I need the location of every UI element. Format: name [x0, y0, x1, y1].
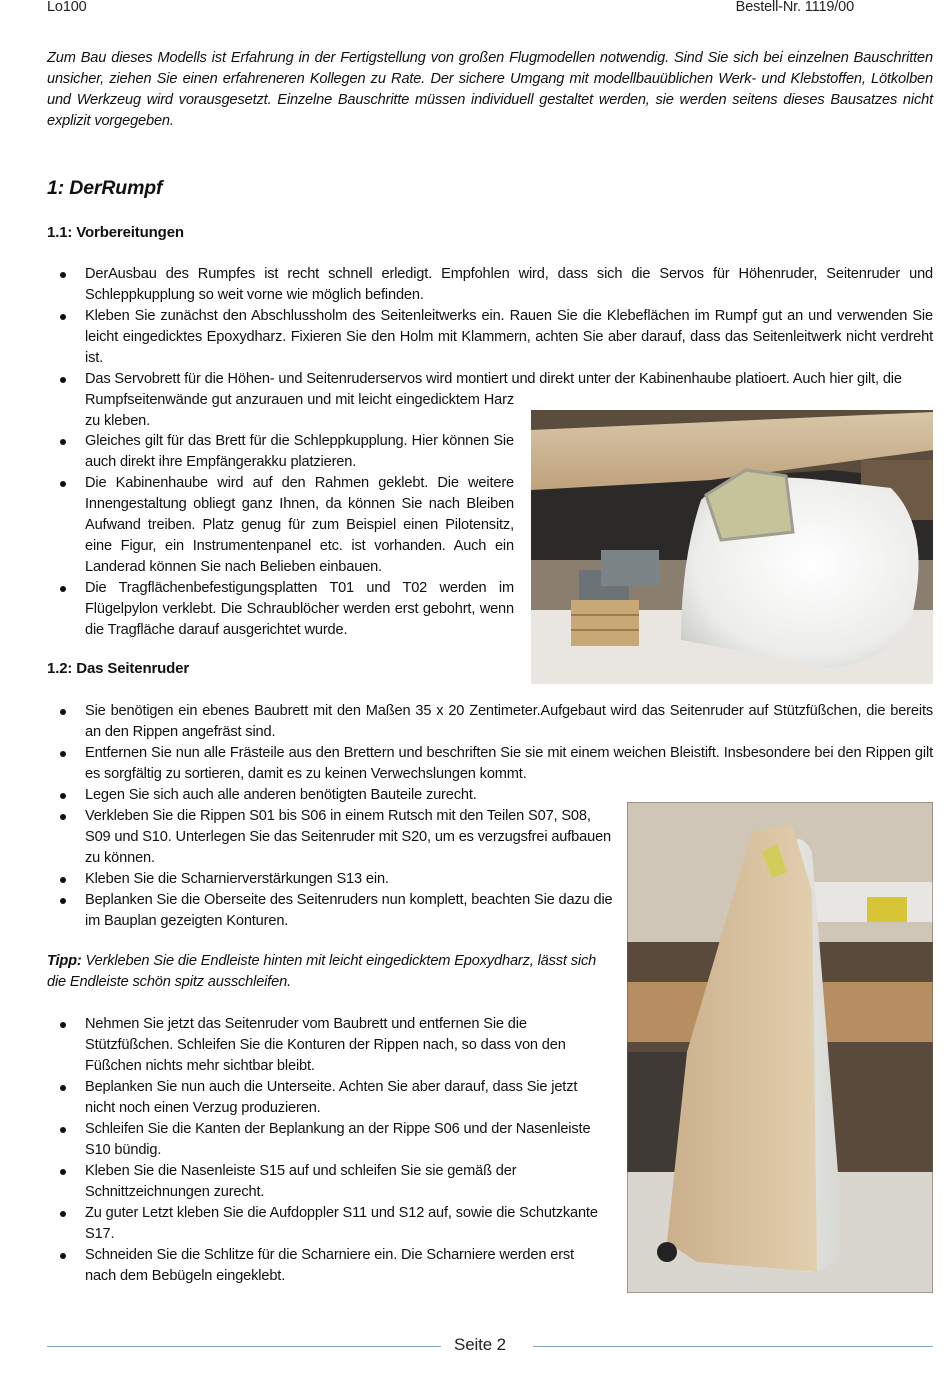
fuselage-image: [531, 410, 933, 684]
tip-text: Verkleben Sie die Endleiste hinten mit leicht eingedicktem Epoxydharz, lässt sich die Endleiste schön spitz ausschleifen.: [47, 953, 597, 990]
list-item: Die Kabinenhaube wird auf den Rahmen geklebt. Die weitere Innengestaltung obliegt ganz Ihnen, da können Sie nach Bleiben Aufwand treiben. Platz genug für zum Beispiel einen Pilotensitz, eine Figur, ein Instrumentenpanel etc. ist vorhanden. Auch ein Landerad können Sie nach Belieben einbauen.: [47, 473, 514, 578]
subsection-title-preparations: 1.1: Vorbereitungen: [47, 224, 184, 241]
intro-text: Zum Bau dieses Modells ist Erfahrung in der Fertigstellung von großen Flugmodellen notwendig. Sind Sie sich bei einzelnen Bauschritten unsicher, ziehen Sie einen erfahreneren Kollegen zu Rate. Der sichere Umgang mit modellbauüblichen Werk- und Klebstoffen, Lötkolben und Werkzeug wird vorausgesetzt. Einzelne Bauschritte müssen individuell gestaltet werden, sie werden seitens dieses Bausatzes nicht explizit vorgegeben.: [47, 50, 933, 129]
rudder-image: [627, 802, 933, 1293]
tip-note: [47, 951, 617, 993]
preparations-list: [47, 264, 933, 390]
page-number: Seite 2: [454, 1335, 506, 1354]
section-title: 1: DerRumpf: [47, 177, 163, 199]
list-item-continuation: Rumpfseitenwände gut anzurauen und mit leicht eingedicktem Harz zu kleben.: [85, 392, 514, 429]
footer-rule-right: [533, 1346, 933, 1347]
list-item: Kleben Sie die Scharnierverstärkungen S13 ein.: [47, 869, 617, 890]
list-item: Kleben Sie zunächst den Abschlussholm des Seitenleitwerks ein. Rauen Sie die Klebeflächen im Rumpf gut an und verwenden Sie leicht eingedicktes Epoxydharz. Fixieren Sie den Holm mit Klammern, achten Sie aber darauf, dass das Seitenleitwerk nicht verdreht ist.: [47, 306, 933, 369]
preparations-list-narrow: [47, 431, 514, 641]
list-item: Entfernen Sie nun alle Frästeile aus den Brettern und beschriften Sie sie mit einem weichen Bleistift. Insbesondere bei den Rippen gilt es sorgfältig zu sortieren, damit es zu keinen Verwechslungen kommt.: [47, 743, 933, 785]
tip-label: Tipp:: [47, 953, 82, 969]
header-model-name: Lo100: [47, 0, 87, 15]
list-item: Gleiches gilt für das Brett für die Schleppkupplung. Hier können Sie auch direkt ihre Empfängerakku platzieren.: [47, 431, 514, 473]
fuselage-photo: [531, 410, 933, 684]
header-order-number: Bestell-Nr. 1119/00: [735, 0, 854, 15]
list-item: Beplanken Sie nun auch die Unterseite. Achten Sie aber darauf, dass Sie jetzt nicht noch einen Verzug produzieren.: [47, 1077, 607, 1119]
list-item: Verkleben Sie die Rippen S01 bis S06 in einem Rutsch mit den Teilen S07, S08, S09 und S10. Unterlegen Sie das Seitenruder mit S20, um es verzugsfrei aufbauen zu können.: [47, 806, 617, 869]
list-item: Nehmen Sie jetzt das Seitenruder vom Baubrett und entfernen Sie die Stützfüßchen. Schleifen Sie die Konturen der Rippen nach, so dass von den Füßchen nichts mehr sichtbar bleibt.: [47, 1014, 607, 1077]
list-item: Zu guter Letzt kleben Sie die Aufdoppler S11 und S12 auf, sowie die Schutzkante S17.: [47, 1203, 607, 1245]
list-item: Schneiden Sie die Schlitze für die Scharniere ein. Die Scharniere werden erst nach dem Bebügeln eingeklebt.: [47, 1245, 607, 1287]
rudder-list: [47, 701, 933, 806]
list-item: Kleben Sie die Nasenleiste S15 auf und schleifen Sie sie gemäß der Schnittzeichnungen zurecht.: [47, 1161, 607, 1203]
footer-rule-left: [47, 1346, 441, 1347]
rudder-list-after: [47, 1014, 607, 1287]
subsection-title-rudder: 1.2: Das Seitenruder: [47, 660, 190, 677]
list-item: Sie benötigen ein ebenes Baubrett mit den Maßen 35 x 20 Zentimeter.Aufgebaut wird das Seitenruder auf Stützfüßchen, die bereits an den Rippen angefräst sind.: [47, 701, 933, 743]
list-item: Schleifen Sie die Kanten der Beplankung an der Rippe S06 und der Nasenleiste S10 bündig.: [47, 1119, 607, 1161]
list-item: Die Tragflächenbefestigungsplatten T01 und T02 werden im Flügelpylon verklebt. Die Schraublöcher werden erst gebohrt, wenn die Tragfläche darauf ausgerichtet wurde.: [47, 578, 514, 641]
rudder-list-narrow: [47, 806, 617, 932]
list-item: Beplanken Sie die Oberseite des Seitenruders nun komplett, beachten Sie dazu die im Bauplan gezeigten Konturen.: [47, 890, 617, 932]
list-item: DerAusbau des Rumpfes ist recht schnell erledigt. Empfohlen wird, dass sich die Servos für Höhenruder, Seitenruder und Schleppkupplung so weit vorne wie möglich befinden.: [47, 264, 933, 306]
list-item: Legen Sie sich auch alle anderen benötigten Bauteile zurecht.: [47, 785, 933, 806]
list-item: Das Servobrett für die Höhen- und Seitenruderservos wird montiert und direkt unter der Kabinenhaube platioert. Auch hier gilt, die: [47, 369, 933, 390]
rudder-photo: [627, 802, 933, 1293]
intro-paragraph: [47, 48, 933, 132]
